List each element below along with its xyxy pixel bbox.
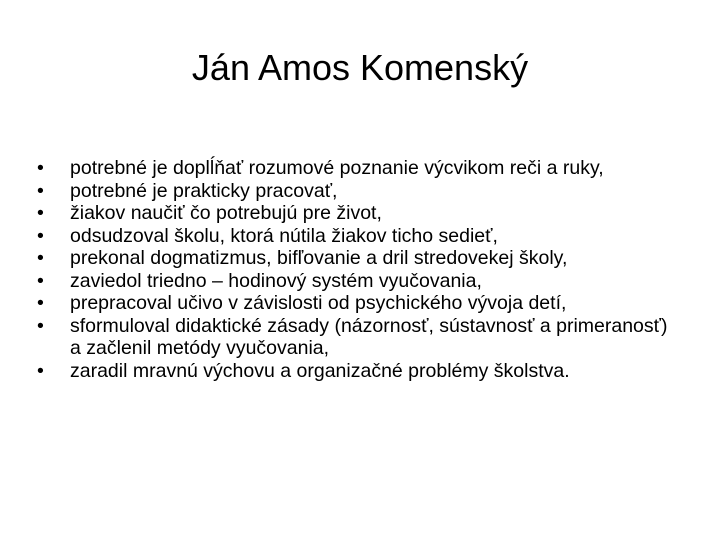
- bullet-icon: •: [37, 224, 44, 247]
- list-item: [37, 180, 677, 203]
- bullet-text: odsudzoval školu, ktorá nútila žiakov ticho sedieť,: [70, 224, 498, 247]
- bullet-icon: •: [37, 314, 44, 337]
- bullet-text: potrebné je doplĺňať rozumové poznanie výcvikom reči a ruky,: [70, 157, 604, 179]
- bullet-text: prekonal dogmatizmus, bifľovanie a dril stredovekej školy,: [70, 247, 568, 269]
- bullet-icon: •: [37, 179, 44, 202]
- list-item: [37, 202, 677, 225]
- bullet-icon: •: [37, 247, 44, 269]
- bullet-text: sformuloval didaktické zásady (názornosť, sústavnosť a primeranosť) a začlenil metódy vyučovania,: [70, 314, 668, 359]
- bullet-icon: •: [37, 157, 44, 179]
- bullet-icon: •: [37, 292, 44, 314]
- list-item: [37, 315, 677, 360]
- bullet-icon: •: [37, 359, 44, 382]
- list-item: [37, 360, 677, 383]
- bullet-text: žiakov naučiť čo potrebujú pre život,: [70, 202, 382, 224]
- list-item: [37, 292, 677, 315]
- slide-title: Ján Amos Komenský: [191, 47, 529, 88]
- bullet-text: zaradil mravnú výchovu a organizačné problémy školstva.: [70, 359, 570, 382]
- bullet-text: potrebné je prakticky pracovať,: [70, 179, 338, 202]
- list-item: [37, 247, 677, 270]
- bullet-icon: •: [37, 202, 44, 224]
- bullet-list: [37, 157, 677, 382]
- list-item: [37, 157, 677, 180]
- bullet-text: zaviedol triedno – hodinový systém vyučovania,: [70, 269, 482, 292]
- list-item: [37, 225, 677, 248]
- list-item: [37, 270, 677, 293]
- bullet-icon: •: [37, 269, 44, 292]
- bullet-text: prepracoval učivo v závislosti od psychického vývoja detí,: [70, 292, 567, 314]
